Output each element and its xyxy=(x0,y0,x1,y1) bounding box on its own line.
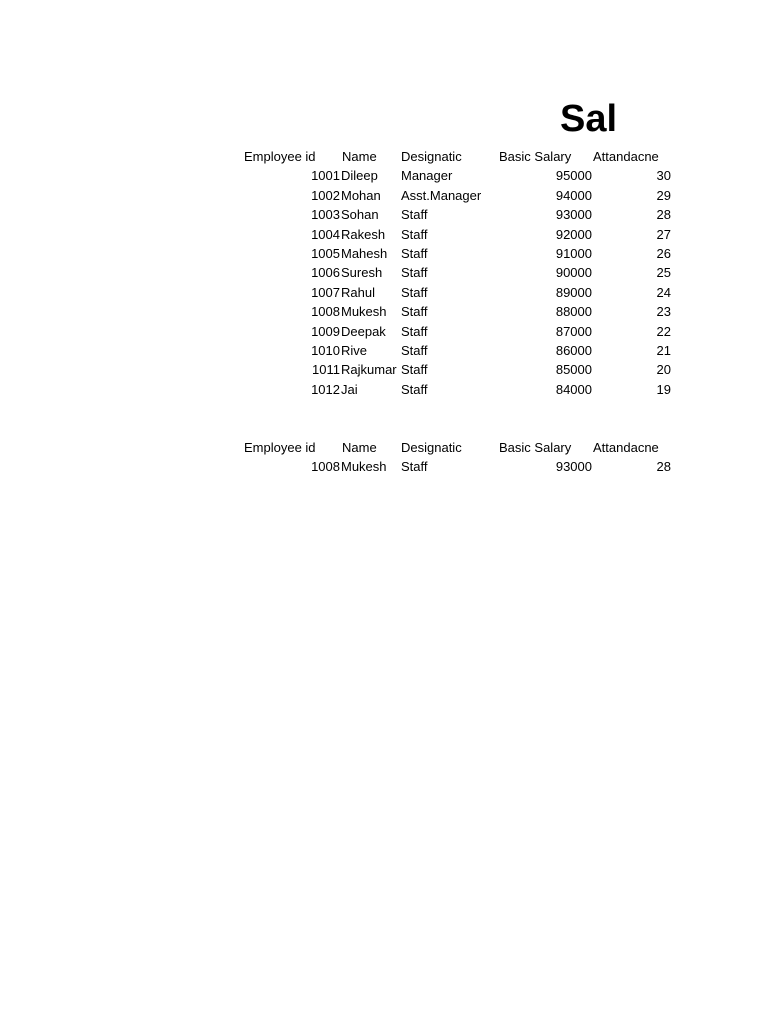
employee-id-cell: 1010 xyxy=(311,342,340,358)
table-row xyxy=(244,166,674,185)
designation-cell: Staff xyxy=(401,381,428,397)
basic-salary-cell: 91000 xyxy=(555,245,592,261)
table-row xyxy=(244,225,674,244)
table-row xyxy=(244,186,674,205)
table-row xyxy=(244,283,674,302)
name-cell: Rahul xyxy=(341,284,375,300)
name-cell: Deepak xyxy=(341,323,386,339)
designation-cell: Staff xyxy=(401,265,428,281)
employee-id-cell: 1012 xyxy=(311,381,340,397)
employee-id-cell: 1003 xyxy=(311,207,340,223)
table-row xyxy=(244,457,674,476)
table-row xyxy=(244,302,674,321)
attendance-cell: 27 xyxy=(656,226,671,242)
employee-id-cell: 1008 xyxy=(311,304,340,320)
attendance-cell: 28 xyxy=(656,459,671,475)
attendance-cell: 23 xyxy=(656,304,671,320)
basic-salary-cell: 93000 xyxy=(555,207,592,223)
basic-salary-cell: 87000 xyxy=(555,323,592,339)
employee-id-cell: 1005 xyxy=(311,245,340,261)
name-cell: Dileep xyxy=(341,168,378,184)
name-cell: Mukesh xyxy=(341,459,387,475)
header-designation: Designatic xyxy=(401,149,462,164)
table-row xyxy=(244,263,674,282)
employee-id-cell: 1004 xyxy=(311,226,340,242)
table-row xyxy=(244,244,674,263)
basic-salary-cell: 93000 xyxy=(555,459,592,475)
employee-id-cell: 1009 xyxy=(311,323,340,339)
basic-salary-cell: 92000 xyxy=(555,226,592,242)
table-row xyxy=(244,380,674,399)
designation-cell: Staff xyxy=(401,245,428,261)
name-cell: Suresh xyxy=(341,265,383,281)
attendance-cell: 22 xyxy=(656,323,671,339)
name-cell: Rakesh xyxy=(341,226,386,242)
attendance-cell: 26 xyxy=(656,245,671,261)
attendance-cell: 19 xyxy=(656,381,671,397)
sheet-title: Sal xyxy=(560,98,618,140)
header-basic-salary: Basic Salary xyxy=(499,149,572,164)
attendance-cell: 28 xyxy=(656,207,671,223)
attendance-cell: 20 xyxy=(656,362,671,378)
basic-salary-cell: 86000 xyxy=(555,342,592,358)
sheet-title-cell xyxy=(560,96,673,142)
attendance-cell: 24 xyxy=(656,284,671,300)
name-cell: Mahesh xyxy=(341,245,388,261)
attendance-cell: 29 xyxy=(656,187,671,203)
basic-salary-cell: 95000 xyxy=(555,168,592,184)
basic-salary-cell: 84000 xyxy=(555,381,592,397)
lookup-table xyxy=(244,438,674,477)
employee-table xyxy=(244,147,674,399)
employee-id-cell: 1002 xyxy=(311,187,340,203)
basic-salary-cell: 89000 xyxy=(555,284,592,300)
attendance-cell: 30 xyxy=(656,168,671,184)
designation-cell: Staff xyxy=(401,342,428,358)
designation-cell: Staff xyxy=(401,207,428,223)
header-row xyxy=(244,147,674,166)
table-row xyxy=(244,322,674,341)
basic-salary-cell: 85000 xyxy=(555,362,592,378)
designation-cell: Staff xyxy=(401,226,428,242)
name-cell: Rajkumar xyxy=(341,362,397,378)
name-cell: Sohan xyxy=(341,207,379,223)
table-row xyxy=(244,205,674,224)
header-name: Name xyxy=(342,440,377,455)
header-employee-id: Employee id xyxy=(244,149,316,164)
header-basic-salary: Basic Salary xyxy=(499,440,572,455)
table-row xyxy=(244,360,674,379)
designation-cell: Staff xyxy=(401,459,428,475)
name-cell: Jai xyxy=(341,381,358,397)
designation-cell: Staff xyxy=(401,362,428,378)
attendance-cell: 21 xyxy=(656,342,671,358)
table-row xyxy=(244,341,674,360)
basic-salary-cell: 94000 xyxy=(555,187,592,203)
employee-id-cell: 1007 xyxy=(311,284,340,300)
header-designation: Designatic xyxy=(401,440,462,455)
employee-id-cell: 1006 xyxy=(311,265,340,281)
basic-salary-cell: 90000 xyxy=(555,265,592,281)
name-cell: Rive xyxy=(341,342,368,358)
header-row xyxy=(244,438,674,457)
employee-id-cell: 1001 xyxy=(311,168,340,184)
designation-cell: Staff xyxy=(401,304,428,320)
name-cell: Mukesh xyxy=(341,304,387,320)
header-attendance: Attandacne xyxy=(593,149,659,164)
designation-cell: Asst.Manager xyxy=(401,187,482,203)
name-cell: Mohan xyxy=(341,187,381,203)
header-employee-id: Employee id xyxy=(244,440,316,455)
header-attendance: Attandacne xyxy=(593,440,659,455)
designation-cell: Staff xyxy=(401,323,428,339)
basic-salary-cell: 88000 xyxy=(555,304,592,320)
employee-id-cell: 1008 xyxy=(311,459,340,475)
employee-id-cell: 1011 xyxy=(312,362,340,378)
designation-cell: Staff xyxy=(401,284,428,300)
header-name: Name xyxy=(342,149,377,164)
designation-cell: Manager xyxy=(401,168,453,184)
attendance-cell: 25 xyxy=(656,265,671,281)
